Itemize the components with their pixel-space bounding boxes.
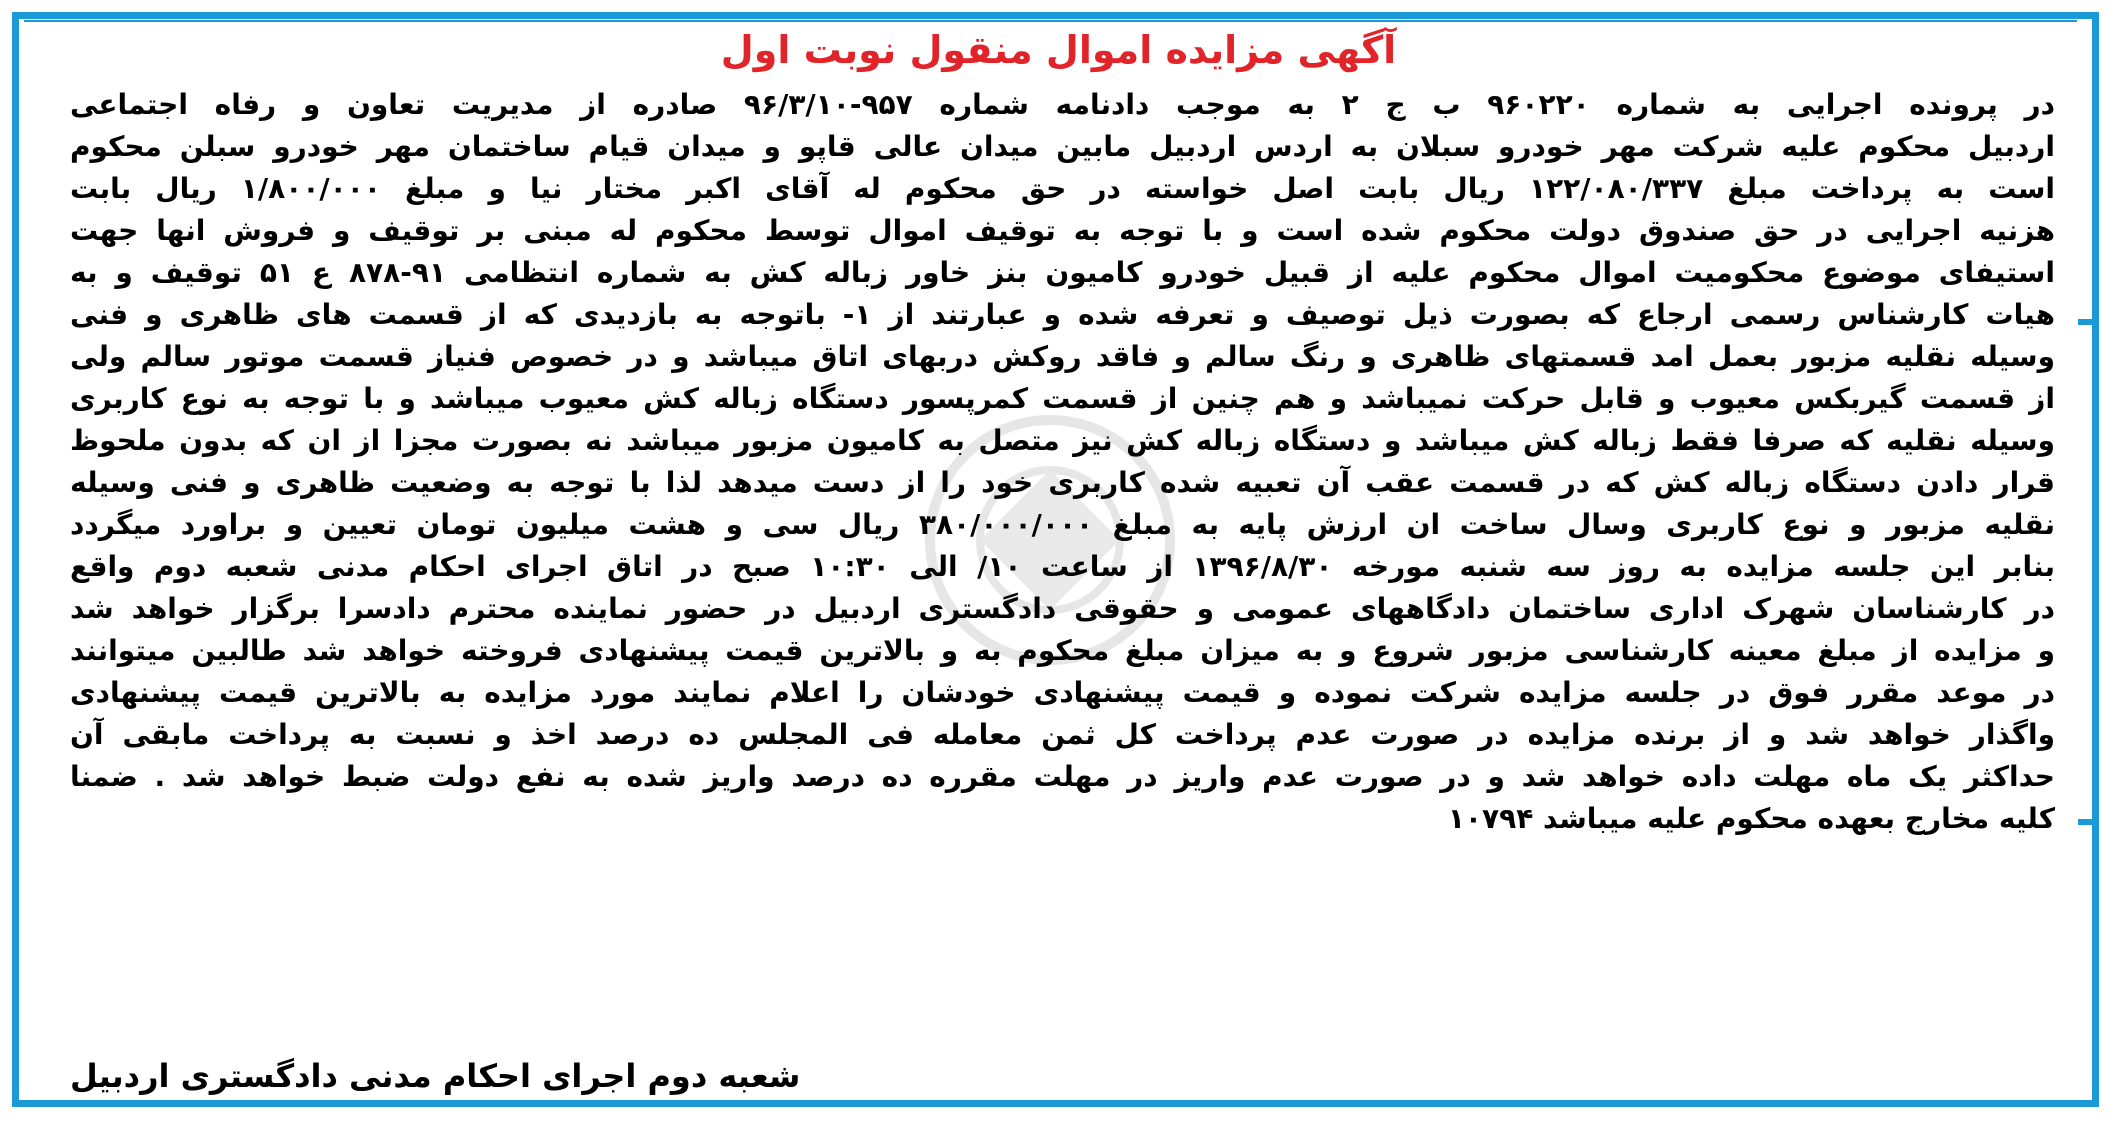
notice-body-line: وسیله نقلیه مزبور بعمل امد قسمتهای ظاهری و رنگ سالم و فاقد روکش دربهای اتاق میباشد و در خصوص فنیاز قسمت موتور سالم ولی [70,340,2055,373]
notice-body-line: از قسمت گیربکس معیوب و قابل حرکت نمیباشد و هم چنین از قسمت کمرپسور دستگاه زباله کش معیوب میباشد و با توجه به نوع کاربری [70,382,2055,415]
notice-body-line: هزنیه اجرایی در حق صندوق دولت محکوم شده است و با توجه به توقیف اموال توسط محکوم له مبنی بر توقیف و فروش انها جهت [70,214,2055,247]
notice-body [70,84,2055,840]
notice-body-line: هیات کارشناس رسمی ارجاع که بصورت ذیل توصیف و تعرفه شده و عبارتند از ۱- باتوجه به بازدیدی که از قسمت های ظاهری و فنی [70,298,2055,331]
frame-edge-mark [2078,319,2092,325]
notice-body-line: اردبیل محکوم علیه شرکت مهر خودرو سبلان به اردس اردبیل مابین میدان عالی قاپو و میدان قیام ساختمان مهر خودرو سبلن محکوم [70,130,2055,163]
notice-title: آگهی مزایده اموال منقول نوبت اول [720,28,1397,72]
frame-edge-mark [2078,819,2092,825]
notice-body-line: در کارشناسان شهرک اداری ساختمان دادگاههای عمومی و حقوقی دادگستری اردبیل در حضور نماینده محترم دادسرا برگزار خواهد شد [70,592,2055,625]
notice-body-line: حداکثر یک ماه مهلت داده خواهد شد و در صورت عدم واریز در مهلت مقرره ده درصد واریز شده به نفع دولت ضبط خواهد شد . ضمنا [70,760,2055,793]
notice-body-line: و مزایده از مبلغ معینه کارشناسی مزبور شروع و به میزان مبلغ محکوم به و بالاترین قیمت پیشنهادی فروخته خواهد شد طالبین میتوانند [70,634,2055,667]
notice-body-line: در پرونده اجرایی به شماره ۹۶۰۲۲۰ ب ج ۲ به موجب دادنامه شماره ۹۵۷-۹۶/۳/۱۰ صادره از مدیریت تعاون و رفاه اجتماعی [70,88,2055,121]
notice-body-line: کلیه مخارج بعهده محکوم علیه میباشد ۱۰۷۹۴ [1447,802,2055,835]
notice-body-line: است به پرداخت مبلغ ۱۲۲/۰۸۰/۳۳۷ ریال بابت اصل خواسته در حق محکوم له آقای اکبر مختار نیا و مبلغ ۱/۸۰۰/۰۰۰ ریال بابت [70,172,2055,205]
notice-body-line: در موعد مقرر فوق در جلسه مزایده شرکت نموده و قیمت پیشنهادی خودشان را اعلام نمایند مورد مزایده به بالاترین قیمت پیشنهادی [70,676,2055,709]
notice-body-line: واگذار خواهد شد و از برنده مزایده در صورت عدم پرداخت کل ثمن معامله فی المجلس ده درصد اخذ و نسبت به پرداخت مابقی آن [70,718,2055,751]
notice-body-line: قرار دادن دستگاه زباله کش که در قسمت عقب آن تعبیه شده کاربری خود را از دست میدهد لذا با توجه به وضعیت ظاهری و فنی وسیله [70,466,2055,499]
notice-body-line: بنابر این جلسه مزایده به روز سه شنبه مورخه ۱۳۹۶/۸/۳۰ از ساعت ۱۰/ الی ۱۰:۳۰ صبح در اتاق اجرای احکام مدنی شعبه دوم واقع [70,550,2055,583]
notice-body-line: استیفای موضوع محکومیت اموال محکوم علیه از قبیل خودرو کامیون بنز خاور زباله کش به شماره انتظامی ۹۱-۸۷۸ ع ۵۱ توقیف و به [70,256,2056,289]
notice-signature: شعبه دوم اجرای احکام مدنی دادگستری اردبیل [70,1057,801,1095]
notice-body-line: وسیله نقلیه که صرفا فقط زباله کش میباشد و دستگاه زباله کش نیز متصل به کامیون مزبور میباشد نه بصورت مجزا از ان که بدون ملحوظ [70,424,2055,457]
notice-body-line: نقلیه مزبور و نوع کاربری وسال ساخت ان ارزش پایه به مبلغ ۳۸۰/۰۰۰/۰۰۰ ریال سی و هشت میلیون تومان تعیین و براورد میگردد [70,508,2055,541]
